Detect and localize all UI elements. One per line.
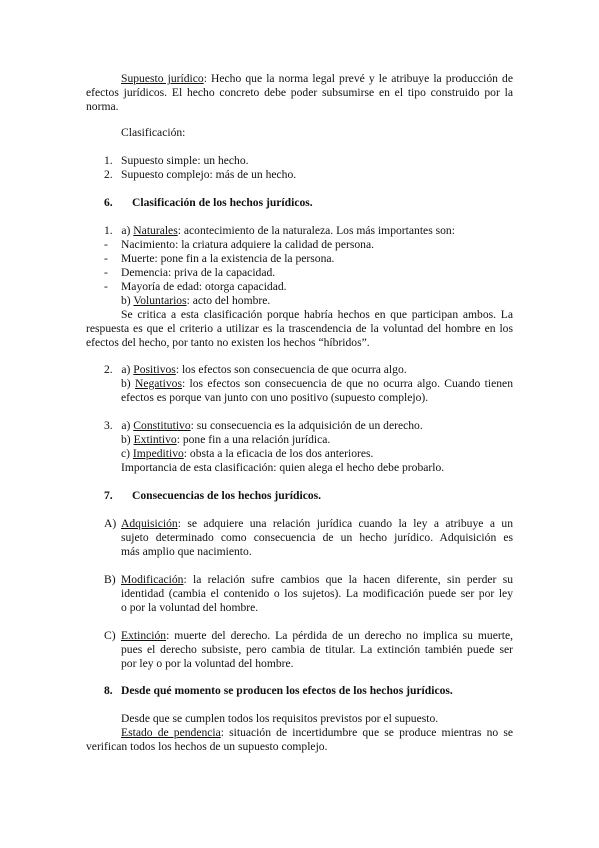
s7-b-line-1: Modificación: la relación sufre cambios que la hacen diferente, sin perder su xyxy=(121,573,513,586)
s7-a-line-2: sujeto determinado como consecuencia de un hecho jurídico. Adquisición es xyxy=(121,531,513,544)
supuesto-term: Supuesto jurídico xyxy=(121,72,204,85)
s7-b-line-3: o por la voluntad del hombre. xyxy=(121,601,259,614)
s7-c-line-3: por ley o por la voluntad del hombre. xyxy=(121,657,294,670)
supuesto-line-3: norma. xyxy=(86,100,119,113)
s6-item1-b: b) Voluntarios: acto del hombre. xyxy=(121,294,271,307)
s6-item3-b: b) Extintivo: pone fin a una relación jurídica. xyxy=(121,433,331,446)
bullet-item: Mayoría de edad: otorga capacidad. xyxy=(121,280,287,293)
s7-c-letter: C) xyxy=(104,629,116,642)
s7-c-line-2: pues el derecho subsiste, pero cambia de titular. La extinción también puede ser xyxy=(121,643,513,656)
s6-item2-b: b) Negativos: los efectos son consecuencia de que no ocurra algo. Cuando tienen xyxy=(121,377,513,390)
critica-line-3: efectos del hecho, por tanto no existen los hechos “híbridos”. xyxy=(86,336,370,349)
critica-line-2: respuesta es que el criterio a utilizar es la trascendencia de la voluntad del hombre en los xyxy=(86,322,513,335)
section-7-title: Consecuencias de los hechos jurídicos. xyxy=(132,489,322,502)
s6-item1-a: 1. a) Naturales: acontecimiento de la naturaleza. Los más importantes son: xyxy=(104,224,455,237)
supuesto-line-2: efectos jurídicos. El hecho concreto debe poder subsumirse en el tipo construido por la xyxy=(86,86,513,99)
list-item: 2. xyxy=(104,168,113,181)
s8-paragraph-1: Desde que se cumplen todos los requisitos previstos por el supuesto. xyxy=(121,712,439,725)
bullet-dash: - xyxy=(104,238,108,251)
bullet-item: Muerte: pone fin a la existencia de la persona. xyxy=(121,252,335,265)
s6-item2-b-line2: efectos es porque van junto con uno positivo (supuesto complejo). xyxy=(121,391,429,404)
section-8-number: 8. xyxy=(104,684,113,697)
bullet-dash: - xyxy=(104,252,108,265)
s7-c-line-1: Extinción: muerte del derecho. La pérdida de un derecho no implica su muerte, xyxy=(121,629,513,642)
list-item-text: Supuesto simple: un hecho. xyxy=(121,154,249,167)
section-7-number: 7. xyxy=(104,489,113,502)
s6-item2-a: 2. a) Positivos: los efectos son consecuencia de que ocurra algo. xyxy=(104,363,407,376)
critica-line-1: Se critica a esta clasificación porque habría hechos en que participan ambos. La xyxy=(121,308,513,321)
s7-a-letter: A) xyxy=(104,517,117,530)
s6-item3-a: 3. a) Constitutivo: su consecuencia es la adquisición de un derecho. xyxy=(104,419,423,432)
section-6-title: Clasificación de los hechos jurídicos. xyxy=(132,196,313,209)
s7-b-line-2: identidad (cambia el contenido o los sujetos). La modificación puede ser por ley xyxy=(121,587,513,600)
s8-line-2: verifican todos los hechos de un supuesto complejo. xyxy=(86,740,328,753)
bullet-item: Demencia: priva de la capacidad. xyxy=(121,266,276,279)
supuesto-line-1: Supuesto jurídico: Hecho que la norma legal prevé y le atribuye la producción de xyxy=(121,72,513,85)
s7-a-line-1: Adquisición: se adquiere una relación jurídica cuando la ley a atribuye a un xyxy=(121,517,513,530)
section-8-title: Desde qué momento se producen los efectos de los hechos jurídicos. xyxy=(121,684,453,697)
list-item-text: Supuesto complejo: más de un hecho. xyxy=(121,168,297,181)
section-6-number: 6. xyxy=(104,196,113,209)
importancia-text: Importancia de esta clasificación: quien alega el hecho debe probarlo. xyxy=(121,461,445,474)
bullet-dash: - xyxy=(104,266,108,279)
list-item: 1. xyxy=(104,154,113,167)
s8-line-1: Estado de pendencia: situación de incertidumbre que se produce mientras no se xyxy=(121,726,514,739)
s6-item3-c: c) Impeditivo: obsta a la eficacia de los dos anteriores. xyxy=(121,447,374,460)
s7-a-line-3: más amplio que nacimiento. xyxy=(121,545,252,558)
bullet-dash: - xyxy=(104,280,108,293)
clasificacion-label: Clasificación: xyxy=(121,126,186,139)
bullet-item: Nacimiento: la criatura adquiere la calidad de persona. xyxy=(121,238,375,251)
s7-b-letter: B) xyxy=(104,573,116,586)
